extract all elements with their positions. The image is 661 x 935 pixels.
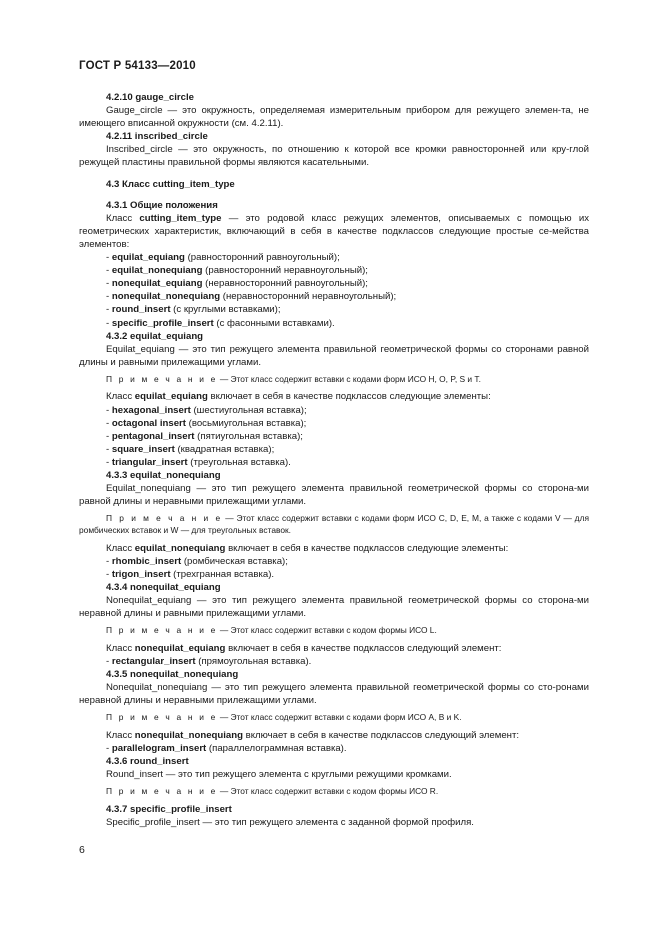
class-text-4-3-4: Класс nonequilat_equiang включает в себя в качестве подклассов следующий элемент: <box>106 642 502 654</box>
class-text-4-3-5: Класс nonequilat_nonequiang включает в себя в качестве подклассов следующий элемент: <box>106 729 520 741</box>
page-header: ГОСТ Р 54133—2010 <box>79 60 196 72</box>
class-text-4-3-2: Класс equilat_equiang включает в себя в качестве подклассов следующие элементы: <box>106 391 491 403</box>
section-heading-4-3-5: 4.3.5 nonequilat_nonequiang <box>106 668 239 680</box>
section-text-4-3-1: Класс cutting_item_type — это родовой класс режущих элементов, описываемых с помощью их геометрических характеристик, включающий в себя в качестве подклассов следующие простые се-мейства элементов: <box>79 212 589 250</box>
list-item: - rectangular_insert (прямоугольная вставка). <box>106 655 312 667</box>
section-heading-4-3-1: 4.3.1 Общие положения <box>106 199 218 211</box>
section-text-4-2-10: Gauge_circle — это окружность, определяемая измерительным прибором для режущего элемен-та, не имеющего вписанной окружности (см. 4.2.11). <box>79 105 589 130</box>
page-content <box>79 91 589 829</box>
section-heading-4-2-10: 4.2.10 gauge_circle <box>106 92 194 103</box>
page-number: 6 <box>79 844 85 856</box>
list-item: - nonequilat_equiang (неравносторонний равноугольный); <box>106 278 368 290</box>
note-4-3-3: П р и м е ч а н и е — Этот класс содержит вставки с кодами форм ИСО C, D, E, M, а также с кодами V — для ромбических вставок и W — для треугольных вставок. <box>79 513 589 535</box>
section-heading-4-3: 4.3 Класс cutting_item_type <box>106 178 235 190</box>
class-text-4-3-3: Класс equilat_nonequiang включает в себя в качестве подклассов следующие элементы: <box>106 542 509 554</box>
list-item: - nonequilat_nonequiang (неравносторонний неравноугольный); <box>106 291 397 303</box>
list-item: - triangular_insert (треугольная вставка). <box>106 456 291 468</box>
list-item: - octagonal insert (восьмиугольная вставка); <box>106 417 307 429</box>
note-4-3-2: П р и м е ч а н и е — Этот класс содержит вставки с кодами форм ИСО H, O, P, S и T. <box>106 373 481 384</box>
note-4-3-6: П р и м е ч а н и е — Этот класс содержит вставки с кодом формы ИСО R. <box>106 786 439 797</box>
section-heading-4-3-6: 4.3.6 round_insert <box>106 755 189 767</box>
section-text-4-3-3: Equilat_nonequiang — это тип режущего элемента правильной геометрической формы со сторона-ми равной длины и неравными прилежащими углами. <box>79 483 589 508</box>
list-item: - pentagonal_insert (пятиугольная вставка); <box>106 430 303 442</box>
section-text-4-3-5: Nonequilat_nonequiang — это тип режущего элемента правильной геометрической формы со сто-ронами неравной длины и неравными прилежащими углами. <box>79 681 589 707</box>
note-4-3-4: П р и м е ч а н и е — Этот класс содержит вставки с кодом формы ИСО L. <box>106 625 437 636</box>
section-text-4-3-6: Round_insert — это тип режущего элемента с круглыми режущими кромками. <box>106 769 452 780</box>
section-heading-4-3-7: 4.3.7 specific_profile_insert <box>106 803 232 815</box>
section-text-4-3-7: Specific_profile_insert — это тип режущего элемента с заданной формой профиля. <box>106 816 474 828</box>
list-item: - equilat_equiang (равносторонний равноугольный); <box>106 252 340 264</box>
list-item: - equilat_nonequiang (равносторонний неравноугольный); <box>106 265 368 277</box>
list-item: - parallelogram_insert (параллелограммная вставка). <box>106 742 347 754</box>
list-item: - specific_profile_insert (с фасонными вставками). <box>106 317 335 329</box>
section-text-4-3-2: Equilat_equiang — это тип режущего элемента правильной геометрической формы со сторонами равной длины и равными прилежащими углами. <box>79 343 589 368</box>
section-heading-4-3-2: 4.3.2 equilat_equiang <box>106 330 204 342</box>
section-text-4-3-4: Nonequilat_equiang — это тип режущего элемента правильной геометрической формы со сторона-ми неравной длины и равными прилежащими углами. <box>79 594 589 619</box>
section-text-4-2-11: Inscribed_circle — это окружность, по отношению к которой все кромки равносторонней или кру-глой режущей пластины правильной формы являются касательными. <box>79 144 589 169</box>
list-item: - hexagonal_insert (шестиугольная вставка); <box>106 404 307 416</box>
section-heading-4-2-11: 4.2.11 inscribed_circle <box>106 131 208 143</box>
list-item: - round_insert (с круглыми вставками); <box>106 304 281 316</box>
list-item: - rhombic_insert (ромбическая вставка); <box>106 555 288 567</box>
section-heading-4-3-4: 4.3.4 nonequilat_equiang <box>106 581 221 593</box>
note-4-3-5: П р и м е ч а н и е — Этот класс содержит вставки с кодами форм ИСО A, B и K. <box>106 712 462 723</box>
list-item: - trigon_insert (трехгранная вставка). <box>106 568 275 580</box>
section-heading-4-3-3: 4.3.3 equilat_nonequiang <box>106 470 221 482</box>
list-item: - square_insert (квадратная вставка); <box>106 443 275 455</box>
